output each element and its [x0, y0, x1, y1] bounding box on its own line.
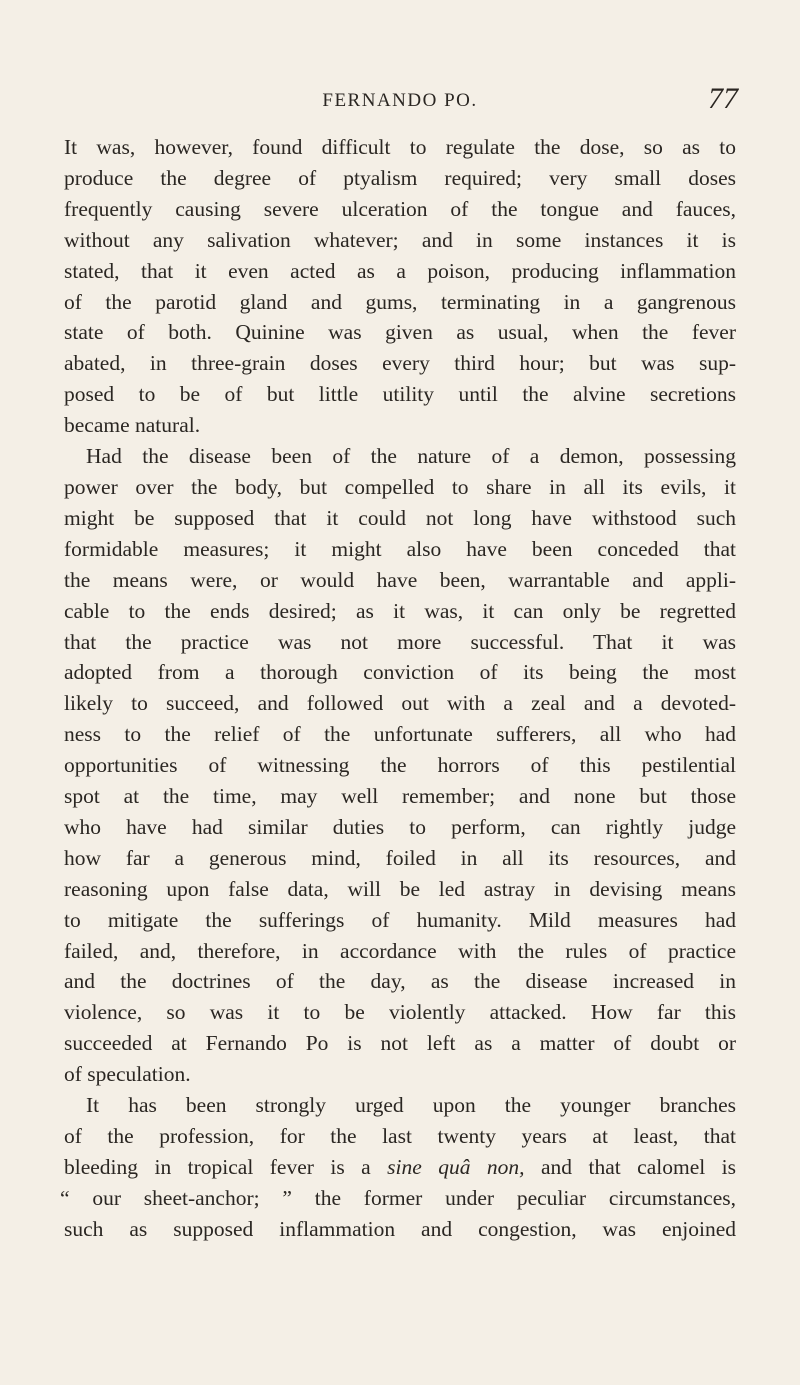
text-line: reasoning upon false data, will be led astray in devising means: [64, 876, 736, 901]
text-line: failed, and, therefore, in accordance with the rules of practice: [64, 938, 736, 963]
paragraph: [64, 441, 736, 1090]
text-line: how far a generous mind, foiled in all its resources, and: [64, 845, 736, 870]
text-line: the means were, or would have been, warrantable and appli-: [64, 567, 736, 592]
text-line: who have had similar duties to perform, can rightly judge: [64, 814, 736, 839]
text-line: likely to succeed, and followed out with a zeal and a devoted-: [64, 691, 736, 716]
paragraph: [60, 1090, 736, 1245]
text-line: without any salivation whatever; and in some instances it is: [64, 227, 736, 252]
text-line: formidable measures; it might also have been conceded that: [64, 536, 736, 561]
italic-phrase: sine quâ non,: [387, 1154, 525, 1179]
text-line: of the parotid gland and gums, terminating in a gangrenous: [64, 289, 736, 314]
text-line: to mitigate the sufferings of humanity. Mild measures had: [64, 907, 736, 932]
text-line: produce the degree of ptyalism required; very small doses: [64, 165, 736, 190]
text-line: became natural.: [64, 413, 201, 438]
text-line: might be supposed that it could not long have withstood such: [64, 505, 736, 530]
text-line: frequently causing severe ulceration of the tongue and fauces,: [64, 196, 736, 221]
body-text: [60, 132, 736, 1245]
text-line: Had the disease been of the nature of a demon, possessing: [86, 444, 736, 469]
text-line: and the doctrines of the day, as the disease increased in: [64, 969, 736, 994]
text-line: spot at the time, may well remember; and none but those: [64, 784, 736, 809]
text-line: of the profession, for the last twenty years at least, that: [64, 1124, 736, 1148]
text-line: It was, however, found difficult to regulate the dose, so as to: [64, 135, 736, 159]
running-title: FERNANDO PO.: [322, 90, 478, 111]
running-header: [62, 78, 738, 118]
text-segment: and that calomel is: [524, 1154, 736, 1179]
text-segment: bleeding in tropical fever is a: [64, 1154, 388, 1179]
text-line: succeeded at Fernando Po is not left as a matter of doubt or: [64, 1031, 736, 1056]
text-line: such as supposed inflammation and congestion, was enjoined: [64, 1216, 736, 1241]
text-line: cable to the ends desired; as it was, it can only be regretted: [64, 598, 736, 623]
text-line: abated, in three-grain doses every third hour; but was sup-: [64, 351, 736, 376]
page-number: 77: [708, 82, 738, 115]
text-line: power over the body, but compelled to share in all its evils, it: [64, 474, 736, 499]
text-line: of speculation.: [64, 1062, 191, 1087]
text-line: “ our sheet-anchor; ” the former under peculiar circumstances,: [60, 1185, 736, 1210]
paragraph: [64, 132, 736, 441]
text-line: state of both. Quinine was given as usual, when the fever: [64, 320, 736, 345]
text-line: that the practice was not more successful. That it was: [64, 629, 736, 654]
text-line: [64, 1152, 736, 1183]
text-line: stated, that it even acted as a poison, producing inflammation: [64, 258, 736, 283]
text-line: posed to be of but little utility until the alvine secretions: [64, 382, 736, 407]
text-line: It has been strongly urged upon the younger branches: [86, 1093, 736, 1118]
text-line: violence, so was it to be violently attacked. How far this: [64, 1000, 736, 1025]
text-line: opportunities of witnessing the horrors of this pestilential: [64, 753, 736, 778]
text-line: adopted from a thorough conviction of its being the most: [64, 660, 736, 685]
text-line: ness to the relief of the unfortunate sufferers, all who had: [64, 722, 736, 747]
